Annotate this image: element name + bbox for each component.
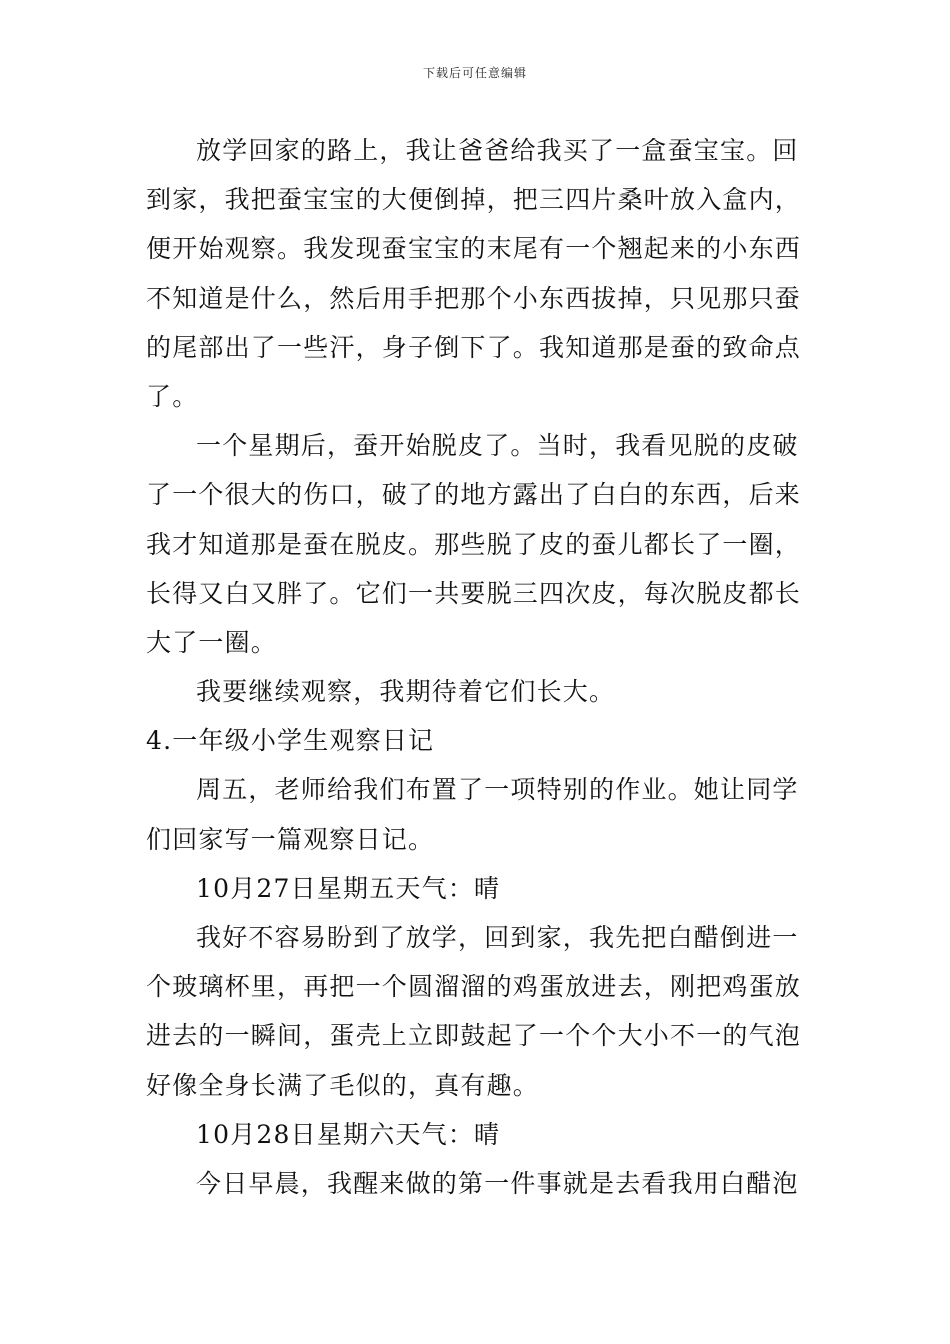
text-line: 我要继续观察，我期待着它们长大。 xyxy=(196,677,616,707)
diary-date-line: 10月28日星期六天气：晴 xyxy=(196,1119,501,1149)
text-line: 放学回家的路上，我让爸爸给我买了一盒蚕宝宝。回 xyxy=(196,136,799,165)
text-line: 一个星期后，蚕开始脱皮了。当时，我看见脱的皮破 xyxy=(196,431,799,461)
text-line: 我才知道那是蚕在脱皮。那些脱了皮的蚕儿都长了一圈， xyxy=(146,529,802,559)
text-line: 好像全身长满了毛似的，真有趣。 xyxy=(146,1070,540,1100)
text-line: 长得又白又胖了。它们一共要脱三四次皮，每次脱皮都长 xyxy=(146,578,802,608)
text-line: 今日早晨，我醒来做的第一件事就是去看我用白醋泡 xyxy=(196,1168,799,1198)
section-heading: 4.一年级小学生观察日记 xyxy=(146,726,435,756)
page-header: 下载后可任意编辑 xyxy=(422,66,527,80)
text-line: 不知道是什么，然后用手把那个小东西拔掉，只见那只蚕 xyxy=(146,283,802,313)
text-line: 到家，我把蚕宝宝的大便倒掉，把三四片桑叶放入盒内， xyxy=(146,185,802,215)
text-line: 进去的一瞬间，蛋壳上立即鼓起了一个个大小不一的气泡 xyxy=(146,1021,802,1051)
document-body xyxy=(146,126,808,1208)
text-line: 们回家写一篇观察日记。 xyxy=(146,824,435,854)
text-line: 个玻璃杯里，再把一个圆溜溜的鸡蛋放进去，刚把鸡蛋放 xyxy=(146,972,802,1002)
diary-date-line: 10月27日星期五天气：晴 xyxy=(196,873,501,903)
text-line: 周五，老师给我们布置了一项特别的作业。她让同学 xyxy=(196,775,799,805)
text-line: 了。 xyxy=(146,381,199,411)
text-line: 我好不容易盼到了放学，回到家，我先把白醋倒进一 xyxy=(196,923,799,952)
text-line: 的尾部出了一些汗，身子倒下了。我知道那是蚕的致命点 xyxy=(146,332,802,362)
text-line: 便开始观察。我发现蚕宝宝的末尾有一个翘起来的小东西 xyxy=(146,234,802,264)
text-line: 大了一圈。 xyxy=(146,627,278,657)
text-line: 了一个很大的伤口，破了的地方露出了白白的东西，后来 xyxy=(146,480,802,510)
